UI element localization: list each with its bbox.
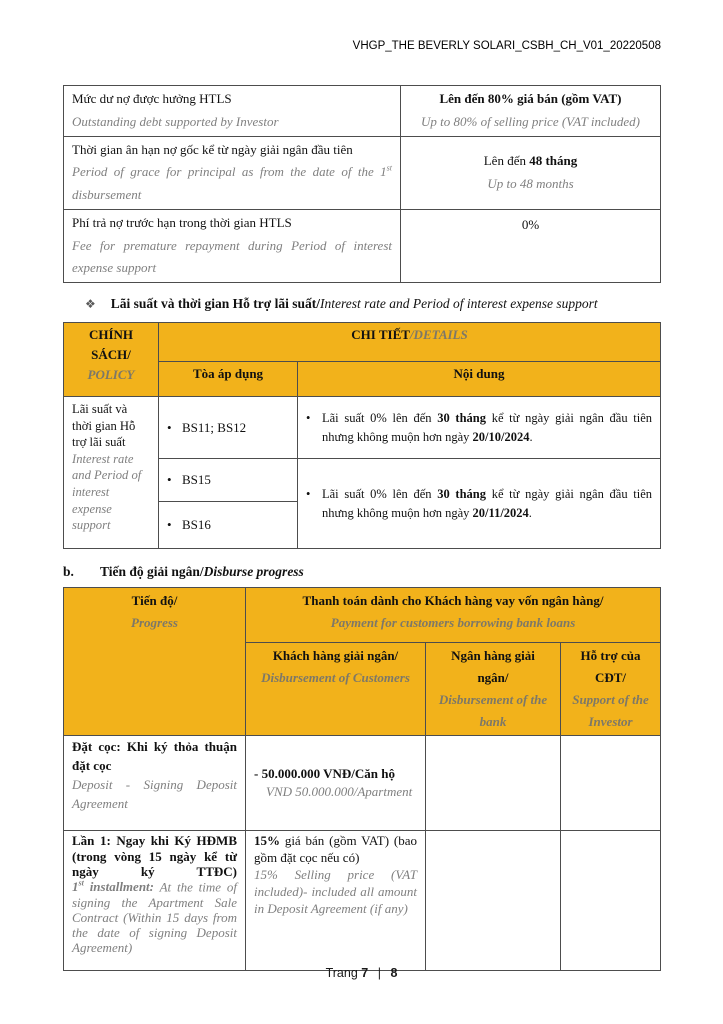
content-column-header: Nội dung: [298, 362, 661, 397]
page-content: [63, 85, 660, 971]
policy-header-cell: [64, 323, 159, 397]
superscript: st: [386, 163, 392, 173]
table-row: [64, 831, 661, 971]
details-header-vi: CHI TIẾT: [351, 327, 410, 342]
bullet-icon: •: [306, 487, 311, 502]
interest-rate-table: [63, 322, 661, 549]
table-row: [64, 736, 661, 831]
stage-cell: [64, 831, 246, 971]
rate-note-text: Lãi suất 0% lên đến 30 tháng kể từ ngày giải ngân đầu tiên nhưng không muộn hơn ngày 20/10/2024.: [322, 411, 653, 444]
investor-header-vi: Hỗ trợ của CĐT/: [580, 648, 641, 686]
term-value-cell: [401, 209, 661, 282]
section-heading-disburse: [63, 564, 660, 580]
bank-column-header: [426, 643, 561, 736]
policy-cell: [64, 397, 159, 549]
stage-en: Deposit - Signing Deposit Agreement: [72, 777, 237, 811]
section-heading-interest-rate: [85, 296, 660, 312]
rate-note-cell: [298, 397, 661, 459]
building-name: BS16: [182, 517, 211, 532]
term-value-en: Up to 48 months: [487, 175, 574, 191]
policy-en: Interest rate and Period of interest expense support: [72, 451, 142, 533]
footer-label: Trang: [325, 966, 358, 980]
building-name: BS15: [182, 472, 211, 487]
customer-column-header: [246, 643, 426, 736]
table-row: [64, 397, 661, 459]
policy-header-vi: CHÍNH SÁCH/: [88, 327, 134, 363]
term-label-cell: [64, 209, 401, 282]
bank-cell-empty: [426, 831, 561, 971]
section-index: b.: [63, 564, 74, 579]
details-header-cell: [159, 323, 661, 362]
section-title-en: Disburse progress: [203, 564, 304, 579]
term-value-cell: [401, 136, 661, 209]
term-label-vi: Phí trả nợ trước hạn trong thời gian HTLS: [72, 214, 292, 230]
payment-header-vi: Thanh toán dành cho Khách hàng vay vốn ngân hàng/: [302, 593, 604, 608]
page-number: 7: [361, 966, 369, 980]
customer-amount-vi: - 50.000.000 VNĐ/Căn hộ: [254, 766, 395, 782]
footer-separator: |: [377, 966, 381, 980]
customer-amount-vi: 15% giá bán (gồm VAT) (bao gồm đặt cọc nếu có): [254, 833, 417, 866]
bullet-icon: •: [167, 472, 172, 487]
rate-note-cell: [298, 459, 661, 549]
table-row: [64, 136, 661, 209]
term-value-vi: Lên đến 48 tháng: [483, 152, 578, 168]
support-terms-table: [63, 85, 661, 283]
term-value-en: Up to 80% of selling price (VAT included): [421, 113, 640, 129]
stage-cell: [64, 736, 246, 831]
page-total: 8: [390, 966, 398, 980]
diamond-bullet-icon: ❖: [85, 297, 96, 311]
progress-header-vi: Tiến độ/: [131, 593, 178, 608]
section-title-vi: Tiến độ giải ngân/: [100, 564, 204, 579]
header-row: [64, 323, 661, 362]
bank-cell-empty: [426, 736, 561, 831]
customer-header-vi: Khách hàng giải ngân/: [272, 648, 399, 663]
stage-vi: Lần 1: Ngay khi Ký HĐMB (trong vòng 15 ngày kể từ ngày ký TTĐC): [72, 833, 237, 879]
document-code: VHGP_THE BEVERLY SOLARI_CSBH_CH_V01_20220508: [352, 40, 661, 52]
building-name: BS11; BS12: [182, 419, 247, 435]
payment-header-en: Payment for customers borrowing bank loans: [330, 615, 576, 631]
building-column-header: Tòa áp dụng: [159, 362, 298, 397]
building-cell: [159, 397, 298, 459]
term-value-vi: Lên đến 80% giá bán (gồm VAT): [439, 91, 622, 106]
term-label-vi: Mức dư nợ được hưởng HTLS: [72, 91, 232, 106]
investor-cell-empty: [561, 831, 661, 971]
disburse-progress-table: [63, 587, 661, 971]
term-value: 0%: [521, 216, 540, 232]
customer-header-en: Disbursement of Customers: [261, 670, 410, 686]
bank-header-vi: Ngân hàng giải ngân/: [451, 648, 535, 686]
term-value-cell: [401, 86, 661, 137]
section-title-vi: Lãi suất và thời gian Hỗ trợ lãi suất/: [110, 296, 320, 311]
details-header-en: /DETAILS: [409, 327, 468, 342]
term-label-cell: [64, 136, 401, 209]
bullet-icon: •: [306, 411, 311, 426]
header-row: [64, 588, 661, 643]
term-label-en: Fee for premature repayment during Period of interest expense support: [72, 237, 392, 276]
progress-header-en: Progress: [131, 615, 178, 631]
investor-cell-empty: [561, 736, 661, 831]
customer-amount-cell: [246, 736, 426, 831]
investor-column-header: [561, 643, 661, 736]
term-label-en: Period of grace for principal as from the date of the 1st disbursement: [72, 163, 392, 202]
bank-header-en: Disbursement of the bank: [438, 692, 548, 730]
building-cell: [159, 502, 298, 549]
investor-header-en: Support of the Investor: [572, 692, 649, 730]
page-footer: [0, 966, 723, 980]
stage-en: 1st installment: At the time of signing the Apartment Sale Contract (Within 15 days from the date of signing Deposit Agreement): [72, 878, 237, 956]
bullet-icon: •: [167, 419, 172, 435]
customer-amount-en: VND 50.000.000/Apartment: [266, 784, 413, 800]
rate-note-text: Lãi suất 0% lên đến 30 tháng kể từ ngày giải ngân đầu tiên nhưng không muộn hơn ngày 20/11/2024.: [322, 487, 653, 520]
payment-header-cell: [246, 588, 661, 643]
customer-amount-en: 15% Selling price (VAT included)- included all amount in Deposit Agreement (if any): [254, 867, 417, 916]
superscript: st: [78, 878, 84, 888]
stage-vi: Đặt cọc: Khi ký thỏa thuận đặt cọc: [72, 739, 237, 774]
table-row: [64, 86, 661, 137]
table-row: [64, 209, 661, 282]
section-title-en: Interest rate and Period of interest expense support: [320, 296, 598, 311]
term-label-vi: Thời gian ân hạn nợ gốc kể từ ngày giải ngân đầu tiên: [72, 141, 353, 157]
term-label-en: Outstanding debt supported by Investor: [72, 113, 279, 129]
term-label-cell: [64, 86, 401, 137]
building-cell: [159, 459, 298, 502]
bullet-icon: •: [167, 517, 172, 532]
policy-header-en: POLICY: [87, 367, 135, 383]
progress-header-cell: [64, 588, 246, 736]
policy-vi: Lãi suất và thời gian Hỗ trợ lãi suất: [72, 402, 136, 450]
customer-amount-cell: [246, 831, 426, 971]
installment-label: 1st installment:: [72, 878, 154, 895]
